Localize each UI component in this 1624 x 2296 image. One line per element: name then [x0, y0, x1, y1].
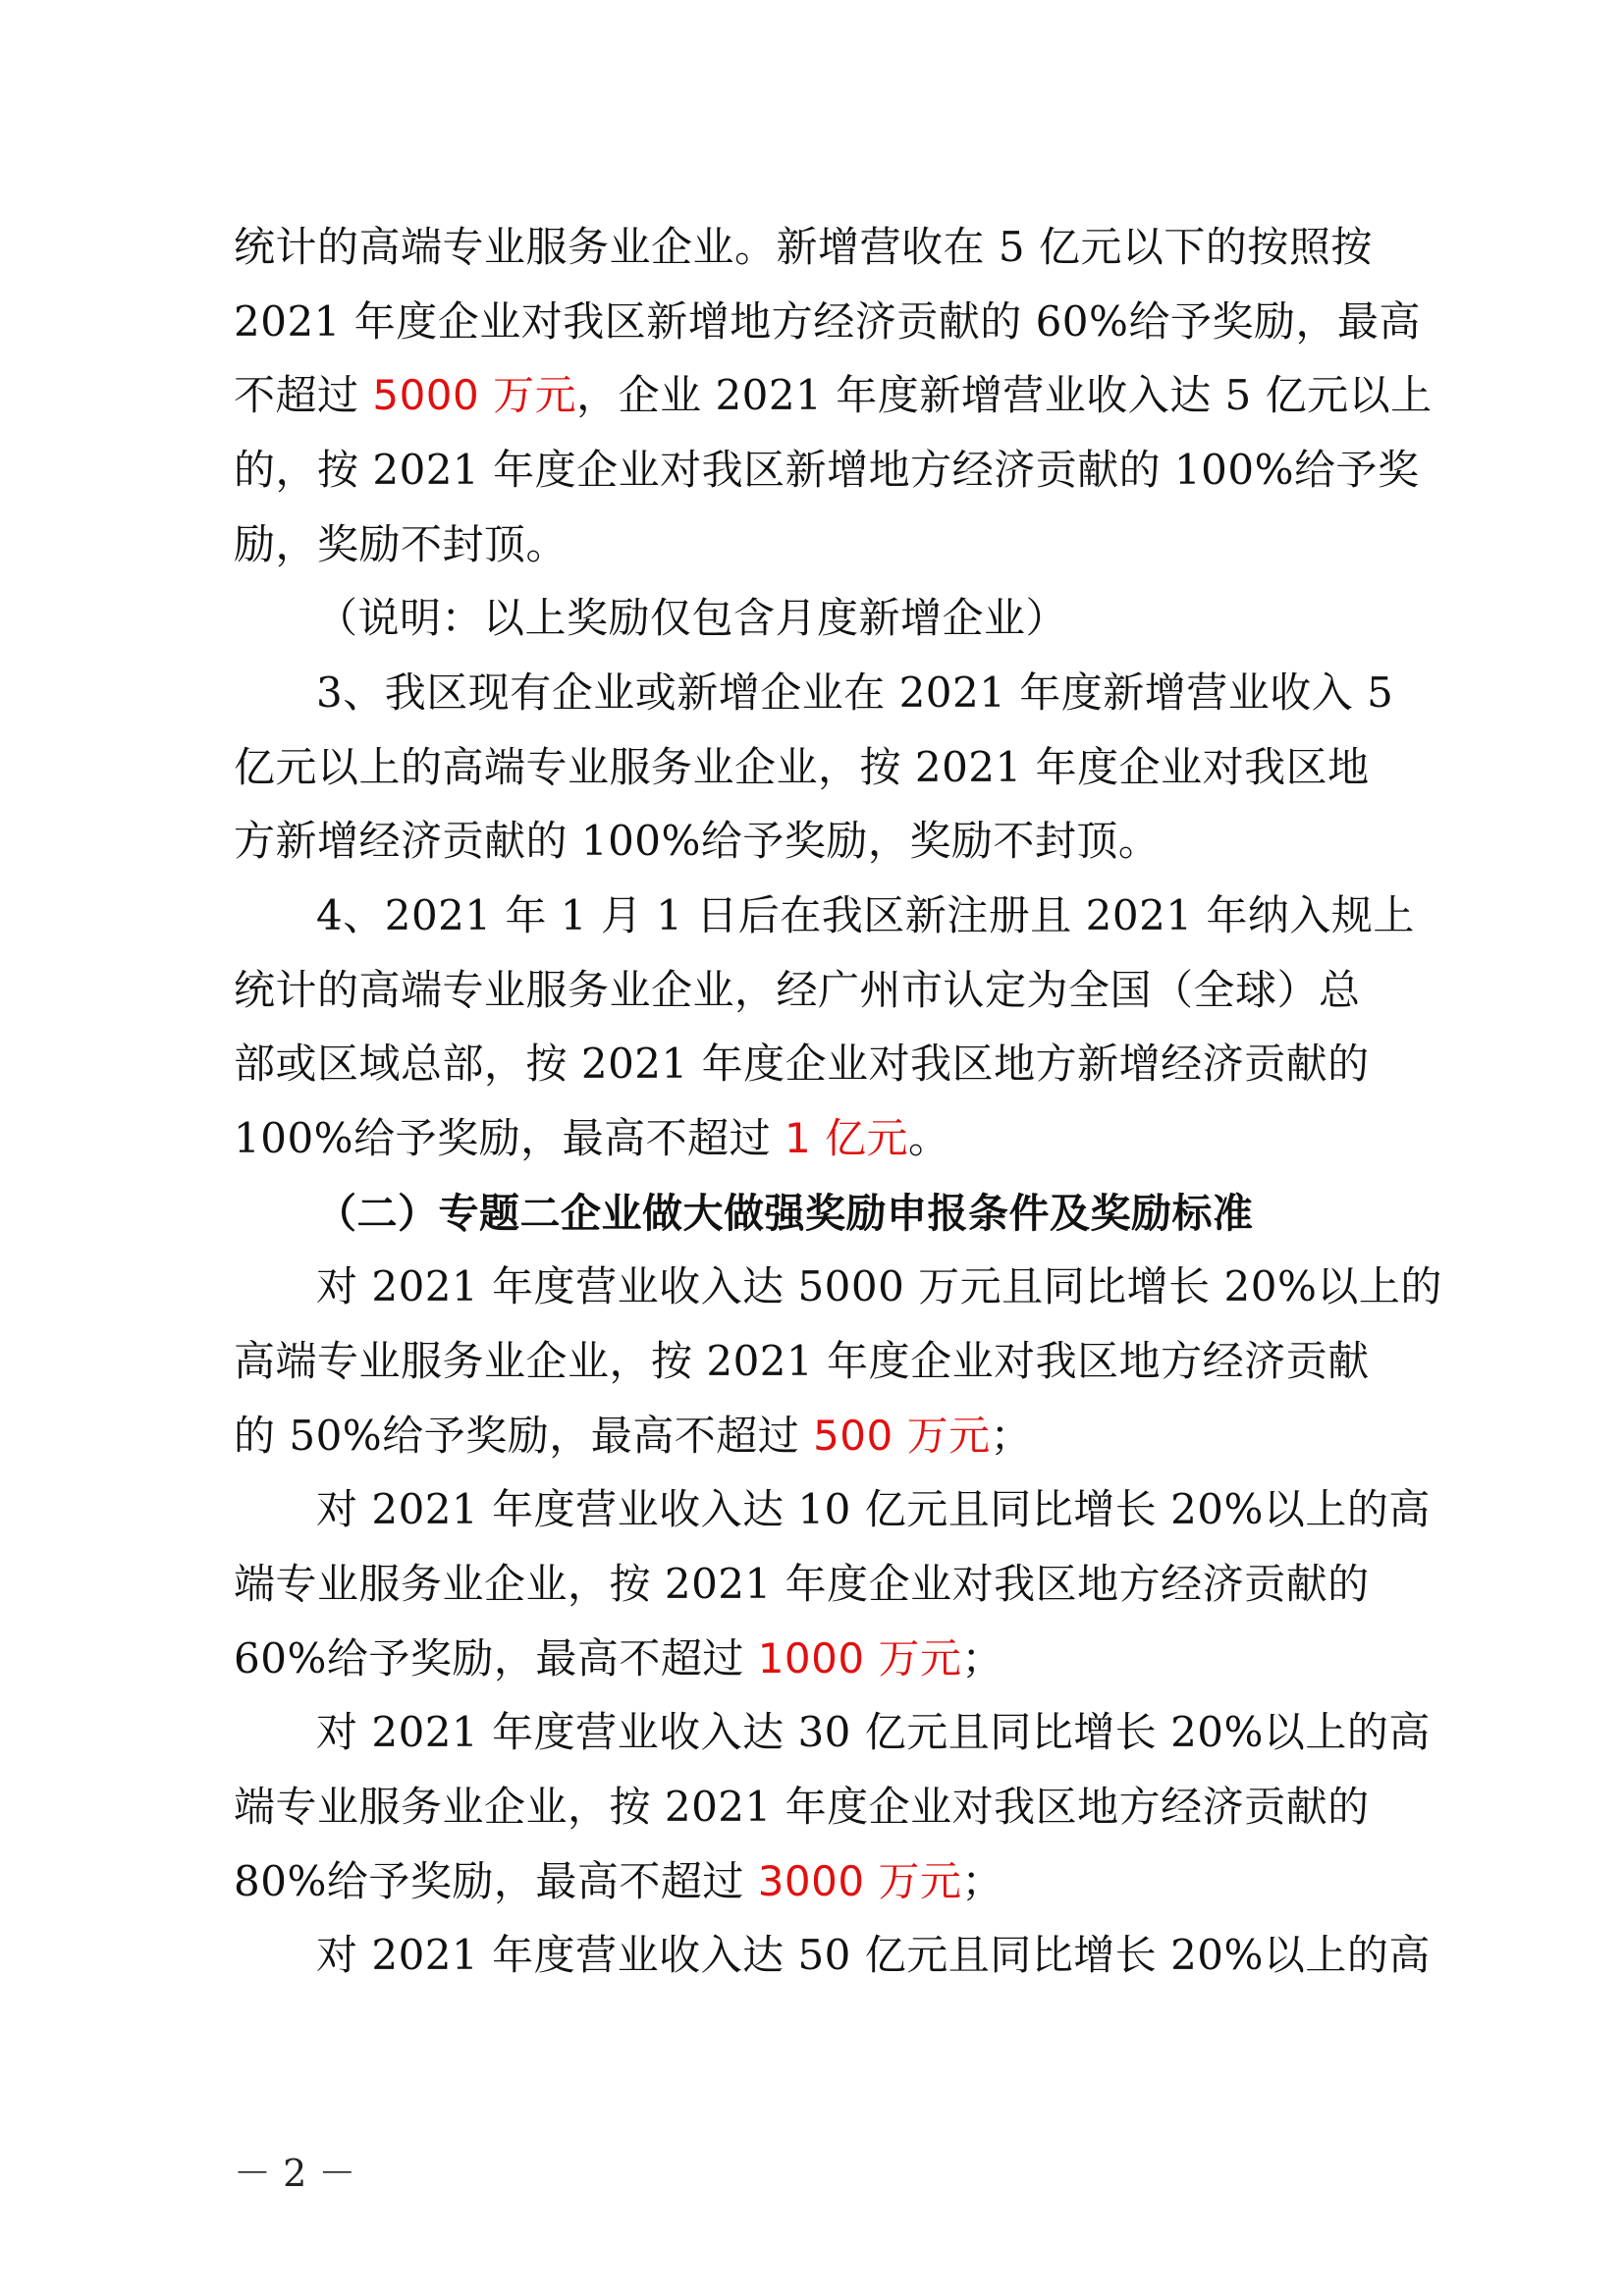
text-line: 对 2021 年度营业收入达 5000 万元且同比增长 20%以上的	[316, 1262, 1442, 1310]
text-line: 2021 年度企业对我区新增地方经济贡献的 60%给予奖励，最高	[234, 297, 1421, 346]
text-line: 100%给予奖励，最高不超过 1 亿元。	[234, 1114, 950, 1162]
text-line: 60%给予奖励，最高不超过 1000 万元；	[234, 1634, 1003, 1682]
text-line: 的，按 2021 年度企业对我区新增地方经济贡献的 100%给予奖	[234, 446, 1420, 494]
text-line: 亿元以上的高端专业服务业企业，按 2021 年度企业对我区地	[234, 743, 1370, 791]
page-number: － 2 －	[234, 2152, 356, 2195]
text-line: 对 2021 年度营业收入达 10 亿元且同比增长 20%以上的高	[316, 1485, 1431, 1533]
highlight-amount: 3000 万元	[757, 1857, 962, 1905]
highlight-amount: 5000 万元	[372, 371, 577, 419]
highlight-amount: 1000 万元	[757, 1634, 962, 1682]
text-line: 端专业服务业企业，按 2021 年度企业对我区地方经济贡献的	[234, 1560, 1370, 1608]
highlight-amount: 1 亿元	[784, 1114, 909, 1162]
highlight-amount: 500 万元	[813, 1412, 991, 1460]
text-line: 高端专业服务业企业，按 2021 年度企业对我区地方经济贡献	[234, 1337, 1370, 1385]
text-line: 端专业服务业企业，按 2021 年度企业对我区地方经济贡献的	[234, 1783, 1370, 1831]
text-line: 部或区域总部，按 2021 年度企业对我区地方新增经济贡献的	[234, 1040, 1370, 1088]
text-line: 励，奖励不封顶。	[234, 520, 568, 568]
text-line: 80%给予奖励，最高不超过 3000 万元；	[234, 1857, 1003, 1905]
text-line: 方新增经济贡献的 100%给予奖励，奖励不封顶。	[234, 817, 1161, 865]
text-line: 的 50%给予奖励，最高不超过 500 万元；	[234, 1412, 1033, 1460]
section-heading: （二）专题二企业做大做强奖励申报条件及奖励标准	[316, 1190, 1254, 1237]
note-line: （说明：以上奖励仅包含月度新增企业）	[316, 594, 1068, 642]
text-line: 统计的高端专业服务业企业，经广州市认定为全国（全球）总	[234, 966, 1361, 1014]
text-line: 不超过 5000 万元，企业 2021 年度新增营业收入达 5 亿元以上	[234, 371, 1433, 419]
text-line: 4、2021 年 1 月 1 日后在我区新注册且 2021 年纳入规上	[316, 891, 1415, 939]
text-line: 3、我区现有企业或新增企业在 2021 年度新增营业收入 5	[316, 668, 1394, 717]
text-line: 统计的高端专业服务业企业。新增营收在 5 亿元以下的按照按	[234, 223, 1373, 271]
text-line: 对 2021 年度营业收入达 50 亿元且同比增长 20%以上的高	[316, 1931, 1431, 1979]
text-line: 对 2021 年度营业收入达 30 亿元且同比增长 20%以上的高	[316, 1708, 1431, 1756]
